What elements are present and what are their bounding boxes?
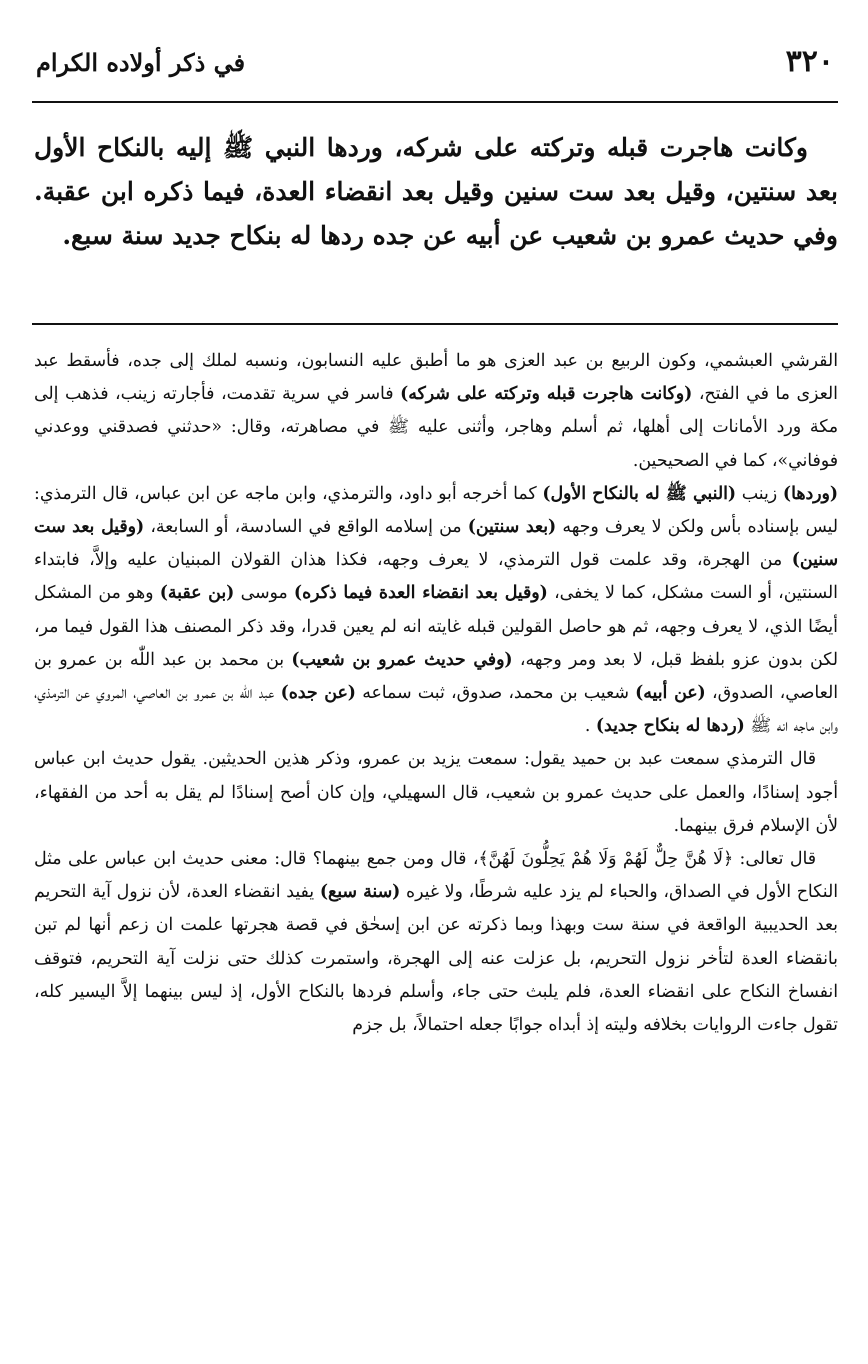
text-run: من الهجرة، وقد علمت قول الترمذي، لا يعرف وجهه، فكذا هذان القولان المبنيان عليه وإلاَّ، فابتداء السنتين، أو الست مشكل، كما لا يخفى، — [34, 550, 838, 604]
text-run: عبد اللّٰه بن عمرو بن العاصي، المروي عن الترمذي، وابن ماجه انه ﷺ — [34, 683, 838, 737]
bold-quoted-phrase: (ردها له بنكاح جديد) — [595, 716, 745, 737]
text-run: شعيب بن محمد، صدوق، ثبت سماعه — [355, 683, 636, 704]
header-rule — [32, 101, 838, 103]
commentary-paragraph-4 — [34, 843, 838, 1042]
text-run: زينب — [736, 483, 783, 504]
text-run: كما أخرجه أبو داود، والترمذي، وابن ماجه عن ابن عباس، قال الترمذي: ليس بإسناده بأس ولكن لا يعرف وجهه — [34, 483, 838, 538]
bold-quoted-phrase: (النبي ﷺ له بالنكاح الأول) — [542, 483, 737, 504]
main-text-paragraph: وكانت هاجرت قبله وتركته على شركه، وردها النبي ﷺ إليه بالنكاح الأول بعد سنتين، وقيل بعد ست سنين وقيل بعد انقضاء العدة، فيما ذكره ابن عقبة. وفي حديث عمرو بن شعيب عن أبيه عن جده ردها له بنكاح جديد سنة سبع. — [34, 133, 838, 250]
text-run: قال تعالى: ﴿لَا هُنَّ حِلٌّ لَهُمْ وَلَا هُمْ يَحِلُّونَ لَهُنَّ﴾، قال ومن جمع بينهما؟ قال: معنى حديث ابن عباس على مثل النكاح الأول في الصداق، والحباء لم يزد عليه شرطًا، ولا غيره — [34, 849, 839, 903]
running-title: في ذكر أولاده الكرام — [36, 48, 246, 77]
bold-quoted-phrase: (وردها) — [782, 483, 839, 504]
commentary-paragraph-1 — [34, 345, 838, 478]
bold-quoted-phrase: (عن أبيه) — [635, 683, 706, 704]
text-run: موسى — [234, 583, 294, 604]
text-run: . — [584, 716, 596, 737]
bold-quoted-phrase: (عن جده) — [280, 683, 356, 704]
page-number: ٣٢٠ — [785, 44, 834, 79]
main-text — [34, 126, 838, 258]
commentary-paragraph-2 — [34, 478, 838, 744]
bold-quoted-phrase: (وقيل بعد ست سنين) — [34, 517, 838, 571]
text-run: يفيد انقضاء العدة، لأن نزول آية التحريم بعد الحديبية الواقعة في سنة ست وبهذا وبما ذكرته عن ابن إسحٰق في قصة هجرتها علمت ان زعم أنها لم تبن بانقضاء العدة لتأخر نزول التحريم، بل عزلت عنه إلى الهجرة، واستمرت كذلك حتى نزلت آية التحريم، فتوقف انفساخ النكاح على انقضاء العدة، فلم يلبث حتى جاء، وأسلم فردها بالنكاح الأول، إذ ليس بينهما إلاَّ اليسير كله، تقول جاءت الروايات بخلافه وليته إذ أبداه جوابًا جعله احتمالاً، بل جزم — [34, 882, 838, 1036]
commentary-paragraph-3: قال الترمذي سمعت عبد بن حميد يقول: سمعت يزيد بن عمرو، وذكر هذين الحديثين. يقول حديث ابن عباس أجود إسنادًا، والعمل على حديث عمرو بن شعيب، قال السهيلي، وإن كان أصح إسنادًا لم يقل به أحد من الفقهاء، لأن الإسلام فرق بينهما. — [34, 749, 838, 836]
bold-quoted-phrase: (وكانت هاجرت قبله وتركته على شركه) — [400, 384, 693, 405]
text-run: وهو من المشكل أيضًا الذي، لا يعرف وجهه، ثم هو حاصل القولين قبله غايته انه لم يعين قدرا، وقد ذكر المصنف هذا القول فيما مر، لكن بدون عزو بلفظ قبل، لا بعد ومر وجهه، — [34, 583, 838, 670]
text-run: القرشي العبشمي، وكون الربيع بن عبد العزى هو ما أطبق عليه النسابون، ونسبه لملك إلى جده، فأسقط عبد العزى ما في الفتح، — [34, 351, 838, 405]
text-run: فاسر في سرية تقدمت، فأجارته زينب، فذهب إلى مكة ورد الأمانات إلى أهلها، ثم أسلم وهاجر، وأثنى عليه ﷺ في مصاهرته، وقال: «حدثني فصدقني ووعدني فوفاني»، كما في الصحيحين. — [34, 384, 838, 471]
text-run: بن محمد بن عبد اللّٰه بن عمرو بن العاصي، الصدوق، — [34, 649, 839, 704]
bold-quoted-phrase: (سنة سبع) — [319, 882, 401, 903]
commentary — [34, 345, 838, 1042]
bold-quoted-phrase: (بعد سنتين) — [467, 517, 557, 538]
commentary-separator-rule — [32, 323, 838, 325]
page-header — [32, 40, 838, 92]
bold-quoted-phrase: (بن عقبة) — [159, 583, 235, 604]
bold-quoted-phrase: (وفي حديث عمرو بن شعيب) — [291, 649, 513, 670]
text-run: من إسلامه الواقع في السادسة، أو السابعة، — [144, 517, 468, 538]
bold-quoted-phrase: (وقيل بعد انقضاء العدة فيما ذكره) — [293, 583, 548, 604]
